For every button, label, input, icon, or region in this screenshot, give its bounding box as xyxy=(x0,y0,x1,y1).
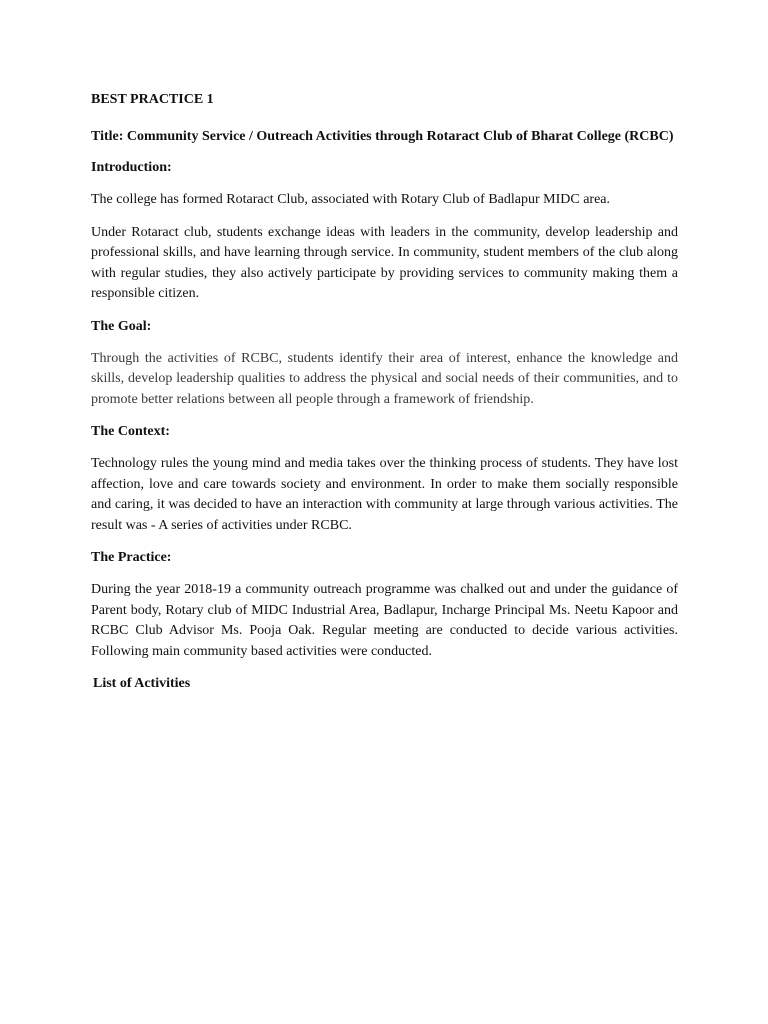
practice-heading: The Practice: xyxy=(91,550,172,565)
list-of-activities-heading: List of Activities xyxy=(93,676,191,691)
introduction-paragraph-1: The college has formed Rotaract Club, associated with Rotary Club of Badlapur MIDC area. xyxy=(91,192,611,207)
introduction-heading: Introduction: xyxy=(91,160,172,175)
document-page xyxy=(91,90,678,694)
context-heading: The Context: xyxy=(91,424,170,439)
goal-paragraph: Through the activities of RCBC, students identify their area of interest, enhance the knowledge and skills, develop leadership qualities to address the physical and social needs of their communities, and to promote better relations between all people through a framework of friendship. xyxy=(91,350,678,407)
practice-label: BEST PRACTICE 1 xyxy=(91,92,214,107)
context-paragraph: Technology rules the young mind and media takes over the thinking process of students. They have lost affection, love and care towards society and environment. In order to make them socially responsible and caring, it was decided to have an interaction with community at large through various activities. The result was - A series of activities under RCBC. xyxy=(91,456,678,533)
practice-paragraph: During the year 2018-19 a community outreach programme was chalked out and under the guidance of Parent body, Rotary club of MIDC Industrial Area, Badlapur, Incharge Principal Ms. Neetu Kapoor and RCBC Club Advisor Ms. Pooja Oak. Regular meeting are conducted to decide various activities. Following main community based activities were conducted. xyxy=(91,582,678,659)
goal-heading: The Goal: xyxy=(91,318,152,334)
document-title: Title: Community Service / Outreach Activities through Rotaract Club of Bharat College (RCBC) xyxy=(91,129,674,144)
introduction-paragraph-2: Under Rotaract club, students exchange ideas with leaders in the community, develop leadership and professional skills, and have learning through service. In community, student members of the club along with regular studies, they also actively participate by providing services to community making them a responsible citizen. xyxy=(91,224,678,301)
